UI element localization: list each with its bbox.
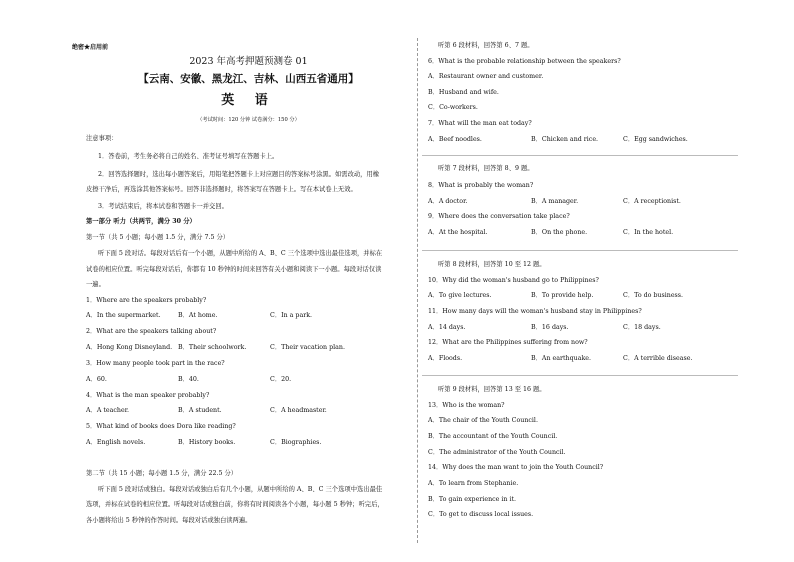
- note-item-1: 1．答卷前，考生务必将自己的姓名、准考证号填写在答题卡上。: [98, 153, 279, 160]
- notes-heading: 注意事项：: [86, 135, 118, 142]
- q3-option-c: C．20.: [270, 376, 292, 383]
- note-item-2b: 皮擦干净后，再选涂其他答案标号。回答非选择题时，将答案写在答题卡上。写在本试卷上无效。: [86, 186, 357, 193]
- q12-option-c: C．A terrible disease.: [623, 355, 693, 362]
- q6-option-c: C．Co-workers.: [428, 104, 478, 111]
- q6-option-b: B．Husband and wife.: [428, 89, 499, 96]
- q14-option-a: A．To learn from Stephanie.: [428, 480, 519, 487]
- secret-label: 绝密★启用前: [72, 44, 109, 51]
- q7-option-a: A．Beef noodles.: [428, 136, 482, 143]
- q10-option-a: A．To give lectures.: [428, 292, 492, 299]
- q10-option-b: B．To provide help.: [531, 292, 594, 299]
- question-8: 8．What is probably the woman?: [428, 182, 534, 189]
- q13-option-a: A．The chair of the Youth Council.: [428, 417, 538, 424]
- section-separator: [422, 250, 738, 251]
- q4-option-b: B．A student.: [178, 407, 222, 414]
- q2-option-b: B．Their schoolwork.: [178, 344, 247, 351]
- q10-option-c: C．To do business.: [623, 292, 684, 299]
- material-8: 听第 8 段材料，回答第 10 至 12 题。: [438, 261, 546, 268]
- question-14: 14．Why does the man want to join the Youth Council?: [428, 464, 604, 471]
- q7-option-c: C．Egg sandwiches.: [623, 136, 688, 143]
- q1-option-c: C．In a park.: [270, 312, 313, 319]
- question-7: 7．What will the man eat today?: [428, 120, 532, 127]
- q12-option-b: B．An earthquake.: [531, 355, 591, 362]
- question-4: 4．What is the man speaker probably?: [86, 392, 210, 399]
- section2-instr-1: 听下面 5 段对话或独白。每段对话或独白后有几个小题，从题中所给的 A、B、C 三个选项中选出最佳: [98, 486, 383, 493]
- section1-heading: 第一节（共 5 小题；每小题 1.5 分，满分 7.5 分）: [86, 234, 230, 241]
- exam-regions: 【云南、安徽、黑龙江、吉林、山西五省通用】: [138, 73, 359, 85]
- q9-option-a: A．At the hospital.: [428, 229, 488, 236]
- section2-instr-2: 选项，并标在试卷的相应位置。听每段对话或独白前，你将有时间阅读各个小题，每小题 5 秒钟；听完后，: [86, 501, 384, 508]
- section2-instr-3: 各小题将给出 5 秒钟的作答时间。每段对话或独白读两遍。: [86, 517, 252, 524]
- q7-option-b: B．Chicken and rice.: [531, 136, 599, 143]
- question-6: 6．What is the probable relationship between the speakers?: [428, 58, 621, 65]
- q13-option-b: B．The accountant of the Youth Council.: [428, 433, 558, 440]
- q8-option-a: A．A doctor.: [428, 198, 468, 205]
- q14-option-b: B．To gain experience in it.: [428, 496, 516, 503]
- q13-option-c: C．The administrator of the Youth Council.: [428, 449, 566, 456]
- q5-option-c: C．Biographies.: [270, 439, 322, 446]
- q4-option-a: A．A teacher.: [86, 407, 130, 414]
- section1-instr-1: 听下面 5 段对话。每段对话后有一个小题，从题中所给的 A、B、C 三个选项中选出最佳选项，并标在: [98, 250, 383, 257]
- question-9: 9．Where does the conversation take place?: [428, 213, 570, 220]
- column-divider: [417, 38, 418, 543]
- note-item-3: 3．考试结束后，将本试卷和答题卡一并交回。: [98, 203, 228, 210]
- q8-option-b: B．A manager.: [531, 198, 579, 205]
- right-column: [428, 0, 728, 562]
- exam-info: （考试时间：120 分钟 试卷满分：150 分）: [197, 117, 300, 123]
- material-7: 听第 7 段材料，回答第 8、9 题。: [438, 165, 534, 172]
- question-3: 3．How many people took part in the race?: [86, 360, 225, 367]
- exam-subject: 英 语: [221, 93, 276, 108]
- q14-option-c: C．To get to discuss local issues.: [428, 511, 534, 518]
- question-1: 1．Where are the speakers probably?: [86, 297, 207, 304]
- q4-option-c: C．A headmaster.: [270, 407, 327, 414]
- material-6: 听第 6 段材料，回答第 6、7 题。: [438, 42, 534, 49]
- q2-option-a: A．Hong Kong Disneyland.: [86, 344, 173, 351]
- q11-option-b: B．16 days.: [531, 324, 569, 331]
- q11-option-a: A．14 days.: [428, 324, 466, 331]
- material-9: 听第 9 段材料，回答第 13 至 16 题。: [438, 386, 546, 393]
- left-column: [72, 0, 411, 562]
- question-13: 13．Who is the woman?: [428, 402, 505, 409]
- note-item-2a: 2．回答选择题时，选出每小题答案后，用铅笔把答题卡上对应题目的答案标号涂黑。如需改动，用橡: [98, 171, 380, 178]
- q5-option-a: A．English novels.: [86, 439, 146, 446]
- q12-option-a: A．Floods.: [428, 355, 463, 362]
- section-separator: [422, 155, 738, 156]
- question-5: 5．What kind of books does Dora like reading?: [86, 423, 236, 430]
- section1-instr-3: 一遍。: [86, 281, 105, 288]
- section2-heading: 第二节（共 15 小题；每小题 1.5 分，满分 22.5 分）: [86, 470, 238, 477]
- q5-option-b: B．History books.: [178, 439, 236, 446]
- section-separator: [422, 375, 738, 376]
- q9-option-b: B．On the phone.: [531, 229, 588, 236]
- question-11: 11．How many days will the woman's husband stay in Philippines?: [428, 308, 642, 315]
- q9-option-c: C．In the hotel.: [623, 229, 674, 236]
- q11-option-c: C．18 days.: [623, 324, 661, 331]
- question-2: 2．What are the speakers talking about?: [86, 328, 217, 335]
- q1-option-a: A．In the supermarket.: [86, 312, 161, 319]
- q1-option-b: B．At home.: [178, 312, 218, 319]
- q6-option-a: A．Restaurant owner and customer.: [428, 73, 544, 80]
- q3-option-a: A．60.: [86, 376, 107, 383]
- section1-instr-2: 试卷的相应位置。听完每段对话后，你都有 10 秒钟的时间来回答有关小题和阅读下一小题。每段对话仅读: [86, 266, 382, 273]
- part1-heading: 第一部分 听力（共两节，满分 30 分）: [86, 218, 196, 225]
- q8-option-c: C．A receptionist.: [623, 198, 681, 205]
- question-10: 10．Why did the woman's husband go to Philippines?: [428, 277, 599, 284]
- q3-option-b: B．40.: [178, 376, 199, 383]
- question-12: 12．What are the Philippines suffering from now?: [428, 339, 588, 346]
- q2-option-c: C．Their vacation plan.: [270, 344, 345, 351]
- exam-title: 2023 年高考押题预测卷 01: [189, 56, 308, 67]
